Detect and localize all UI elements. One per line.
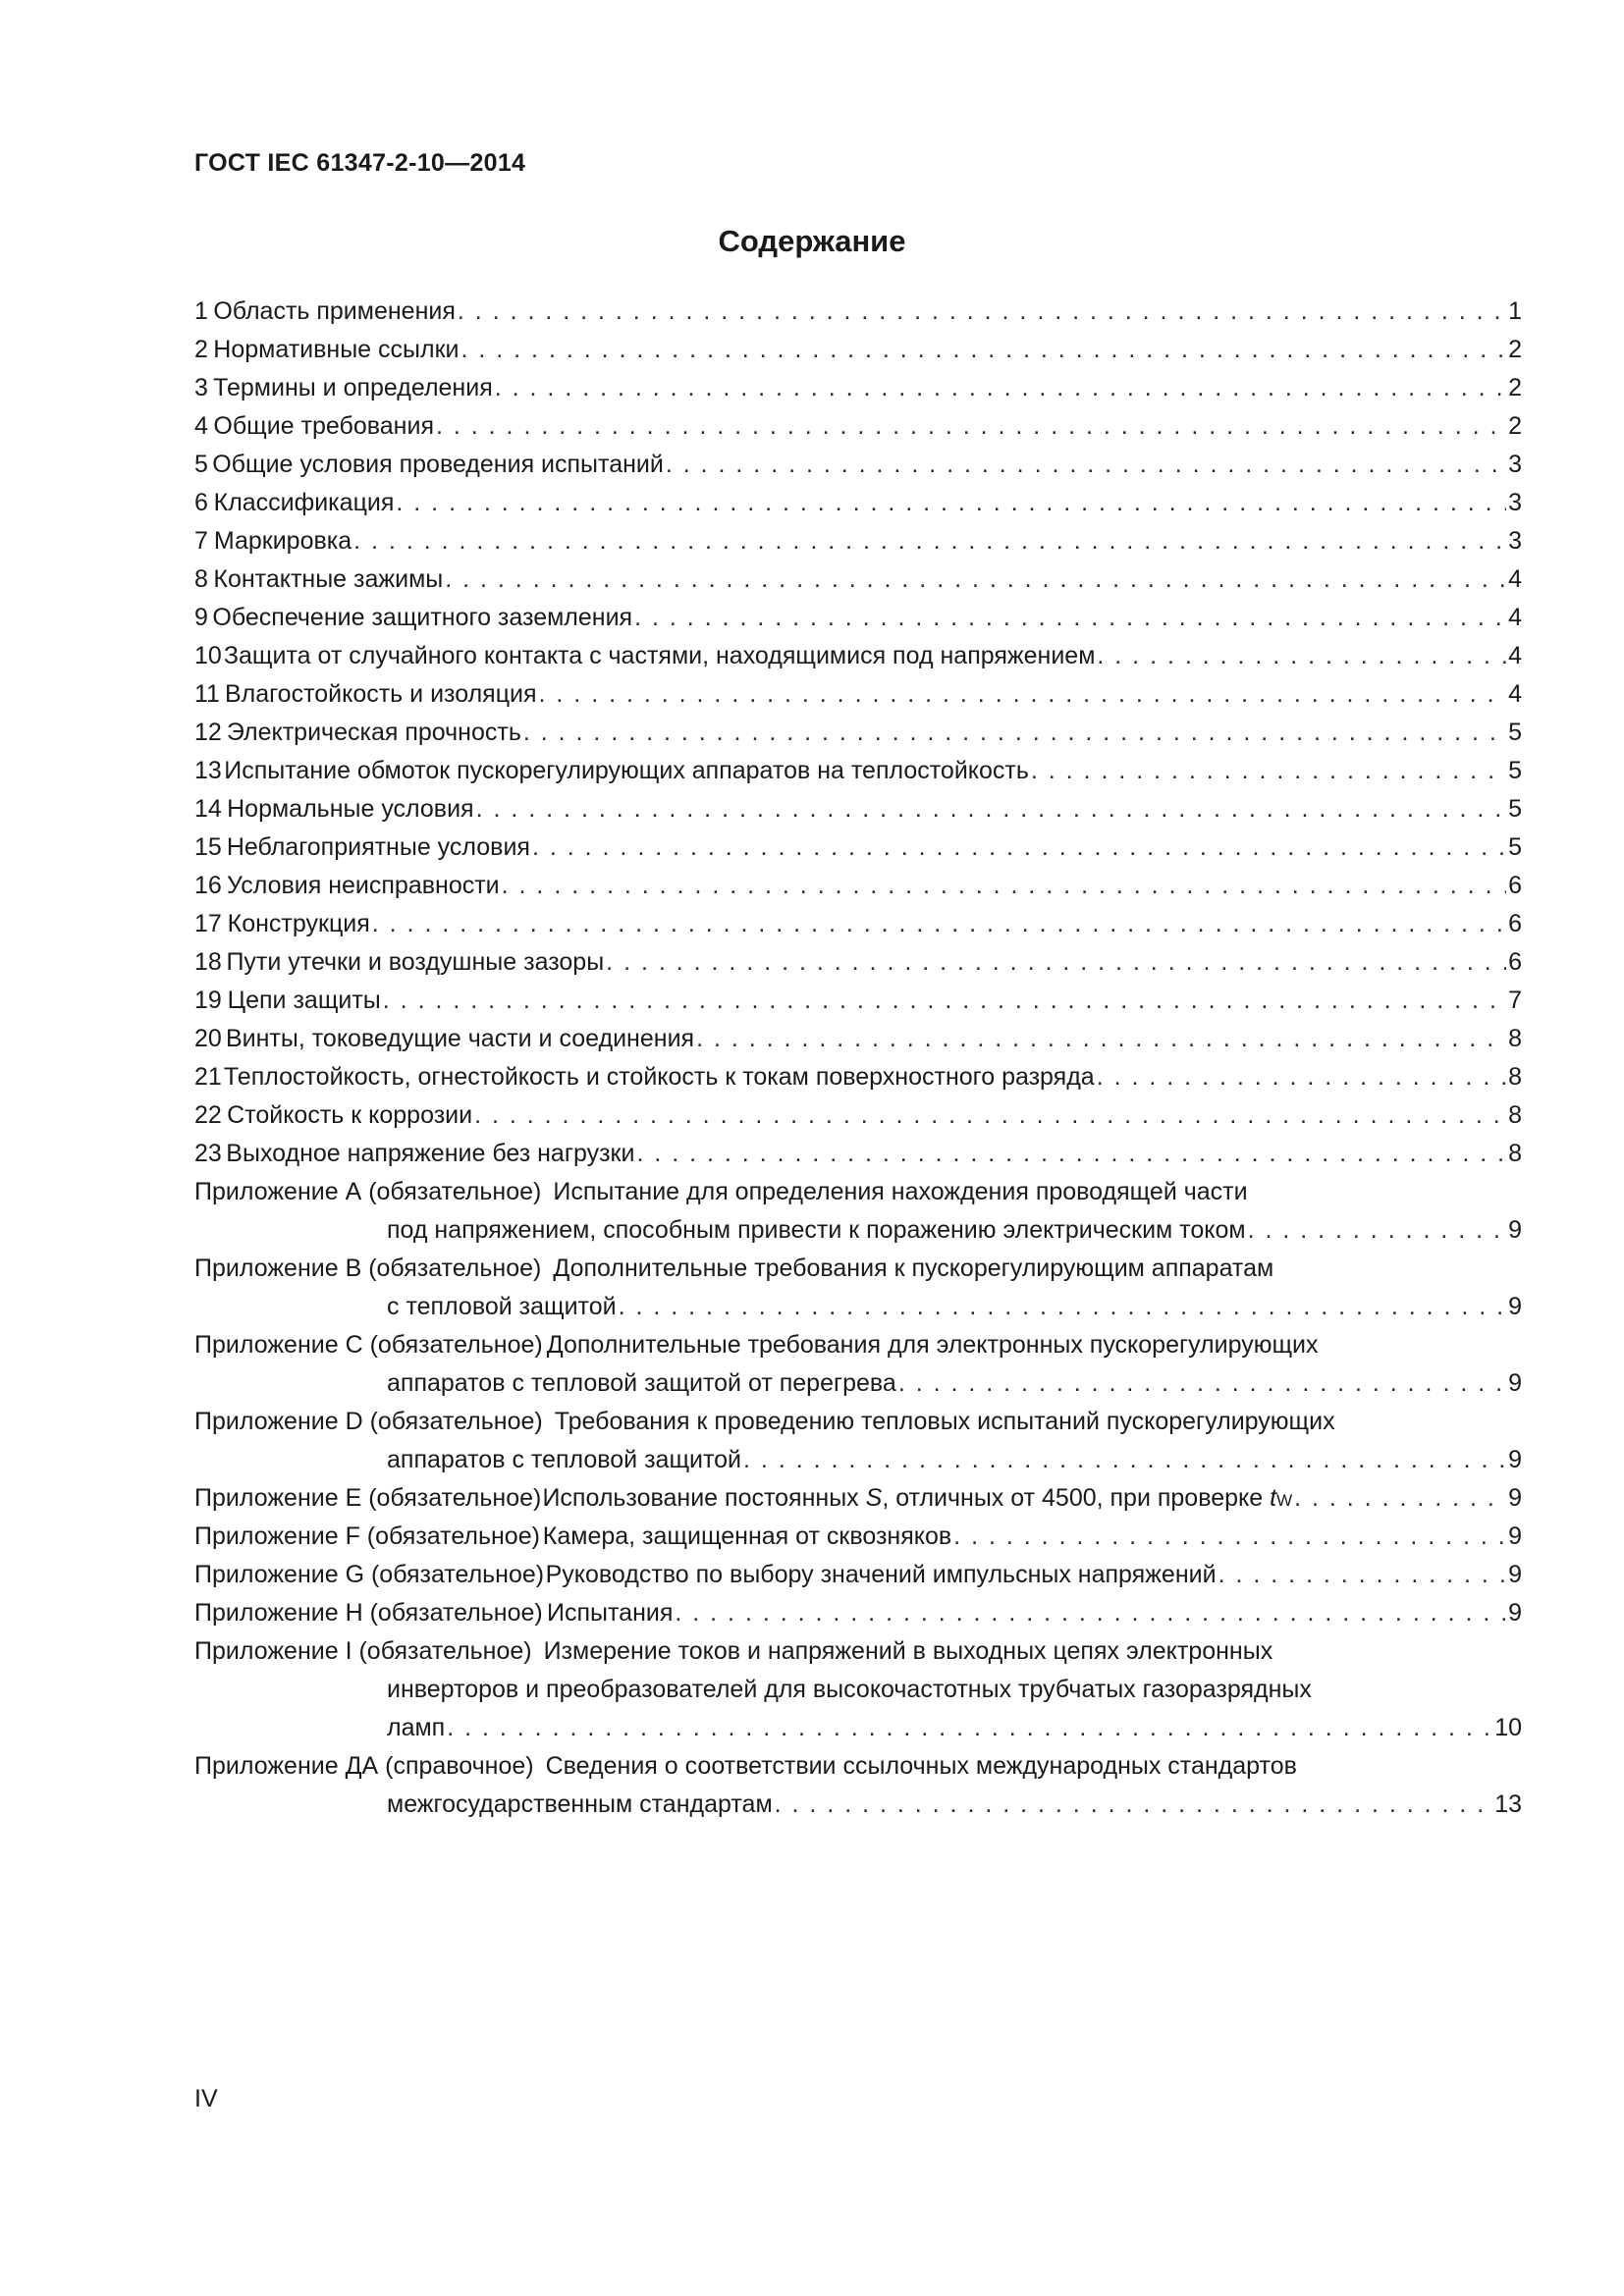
- toc-entry-number: 16: [194, 872, 222, 899]
- toc-entry-title: Стойкость к коррозии: [227, 1101, 473, 1129]
- toc-leader-dots: [474, 1096, 1506, 1135]
- toc-entry-title: Обеспечение защитного заземления: [212, 604, 633, 631]
- toc-entry[interactable]: [194, 1096, 1522, 1135]
- toc-leader-dots: [396, 484, 1506, 522]
- toc-annex-a-continuation[interactable]: [194, 1211, 1522, 1250]
- toc-annex-i-continuation[interactable]: [194, 1709, 1522, 1747]
- toc-leader-dots: [634, 599, 1506, 637]
- annex-title: Дополнительные требования для электронных пускорегулирующих: [546, 1331, 1319, 1359]
- toc-leader-dots: [1248, 1211, 1506, 1250]
- toc-entry-page: 8: [1508, 1101, 1522, 1129]
- toc-entry-page: 2: [1508, 336, 1522, 363]
- toc-entry-page: 8: [1508, 1063, 1522, 1091]
- toc-leader-dots: [953, 1518, 1506, 1556]
- toc-entry-number: 4: [194, 412, 208, 440]
- toc-entry-page: 9: [1508, 1369, 1522, 1397]
- page-number: IV: [194, 2085, 218, 2112]
- toc-annex-d-continuation[interactable]: [194, 1441, 1522, 1479]
- annex-title-continuation: межгосударственным стандартам: [387, 1790, 773, 1818]
- toc-entry-title: Контактные зажимы: [213, 565, 444, 593]
- toc-entry-title: Конструкция: [227, 910, 370, 937]
- toc-entry[interactable]: [194, 407, 1522, 446]
- toc-entry[interactable]: [194, 446, 1522, 484]
- toc-entry-page: 6: [1508, 910, 1522, 937]
- toc-entry-number: 6: [194, 489, 208, 516]
- toc-entry-page: 2: [1508, 412, 1522, 440]
- toc-entry[interactable]: [194, 369, 1522, 407]
- toc-annex-g[interactable]: [194, 1556, 1522, 1594]
- annex-title: Испытания: [547, 1599, 674, 1627]
- toc-leader-dots: [495, 369, 1506, 407]
- annex-title: Испытание для определения нахождения проводящей части: [553, 1178, 1248, 1205]
- toc-leader-dots: [1097, 637, 1506, 675]
- toc-entry[interactable]: [194, 675, 1522, 714]
- annex-label: Приложение G (обязательное): [194, 1561, 545, 1588]
- toc-entry[interactable]: [194, 1058, 1522, 1096]
- toc-entry-number: 2: [194, 336, 208, 363]
- toc-entry-page: 9: [1508, 1446, 1522, 1473]
- annex-symbol-subscript: W: [1276, 1491, 1293, 1510]
- toc-entry-page: 5: [1508, 795, 1522, 823]
- annex-title-continuation: аппаратов с тепловой защитой: [387, 1446, 742, 1473]
- toc-entry-number: 18: [194, 948, 222, 976]
- toc-annex-b[interactable]: [194, 1250, 1522, 1288]
- toc-entry-title: Выходное напряжение без нагрузки: [226, 1140, 635, 1167]
- annex-symbol-s: S: [865, 1484, 883, 1512]
- toc-annex-e[interactable]: [194, 1479, 1522, 1518]
- toc-title: Содержание: [718, 224, 906, 258]
- toc-entry-page: 4: [1508, 604, 1522, 631]
- annex-title-continuation: под напряжением, способным привести к поражению электрическим током: [387, 1216, 1246, 1244]
- table-of-contents: [194, 293, 1522, 1824]
- toc-leader-dots: [1031, 752, 1506, 790]
- toc-entry-title: Область применения: [213, 297, 456, 325]
- toc-leader-dots: [523, 714, 1506, 752]
- annex-title: Требования к проведению тепловых испытаний пускорегулирующих: [554, 1408, 1335, 1435]
- toc-leader-dots: [636, 1135, 1506, 1173]
- toc-leader-dots: [445, 561, 1506, 599]
- toc-entry-number: 22: [194, 1101, 222, 1129]
- toc-annex-c-continuation[interactable]: [194, 1364, 1522, 1403]
- toc-leader-dots: [476, 790, 1506, 828]
- toc-annex-h[interactable]: [194, 1594, 1522, 1632]
- toc-leader-dots: [372, 905, 1506, 943]
- toc-annex-i[interactable]: [194, 1632, 1522, 1671]
- toc-annex-da[interactable]: [194, 1747, 1522, 1786]
- toc-entry-number: 17: [194, 910, 222, 937]
- annex-symbol-t: t: [1270, 1484, 1277, 1512]
- toc-entry[interactable]: [194, 905, 1522, 943]
- annex-label: Приложение F (обязательное): [194, 1522, 540, 1550]
- toc-leader-dots: [1294, 1479, 1506, 1518]
- toc-entry-page: 3: [1508, 527, 1522, 555]
- toc-annex-b-continuation[interactable]: [194, 1288, 1522, 1326]
- annex-label: Приложение I (обязательное): [194, 1637, 532, 1665]
- toc-entry[interactable]: [194, 752, 1522, 790]
- toc-entry-page: 2: [1508, 374, 1522, 401]
- annex-title: Измерение токов и напряжений в выходных цепях электронных: [543, 1637, 1273, 1665]
- toc-entry-page: 9: [1508, 1522, 1522, 1550]
- toc-entry-title: Нормальные условия: [227, 795, 474, 823]
- toc-leader-dots: [460, 331, 1506, 369]
- toc-entry-title: Пути утечки и воздушные зазоры: [226, 948, 605, 976]
- annex-title-continuation: инверторов и преобразователей для высокочастотных трубчатых газоразрядных: [387, 1676, 1312, 1703]
- document-number: ГОСТ IEC 61347-2-10—2014: [194, 149, 526, 177]
- toc-entry[interactable]: [194, 714, 1522, 752]
- annex-label: Приложение В (обязательное): [194, 1255, 542, 1282]
- annex-label: Приложение С (обязательное): [194, 1331, 543, 1359]
- toc-entry-page: 8: [1508, 1140, 1522, 1167]
- toc-entry-title: Влагостойкость и изоляция: [224, 680, 537, 708]
- toc-entry-number: 10: [194, 642, 222, 669]
- toc-leader-dots: [666, 446, 1506, 484]
- annex-title: Сведения о соответствии ссылочных международных стандартов: [545, 1752, 1297, 1780]
- toc-entry-page: 6: [1508, 948, 1522, 976]
- toc-entry-title: Защита от случайного контакта с частями, находящимися под напряжением: [223, 642, 1096, 669]
- toc-entry[interactable]: [194, 484, 1522, 522]
- toc-entry-number: 3: [194, 374, 208, 401]
- toc-entry-page: 6: [1508, 872, 1522, 899]
- toc-entry-title: Общие требования: [213, 412, 434, 440]
- toc-entry-number: 11: [194, 680, 220, 708]
- toc-entry-number: 1: [194, 297, 208, 325]
- toc-entry-title: Винты, токоведущие части и соединения: [225, 1025, 695, 1052]
- annex-title: Дополнительные требования к пускорегулирующим аппаратам: [553, 1255, 1274, 1282]
- annex-label: Приложение D (обязательное): [194, 1408, 543, 1435]
- toc-leader-dots: [675, 1594, 1506, 1632]
- toc-annex-d[interactable]: [194, 1403, 1522, 1441]
- toc-entry-page: 9: [1508, 1599, 1522, 1627]
- toc-entry-title: Классификация: [213, 489, 395, 516]
- toc-entry-page: 10: [1494, 1714, 1522, 1741]
- annex-label: Приложение А (обязательное): [194, 1178, 542, 1205]
- toc-entry-title: Неблагоприятные условия: [226, 833, 530, 861]
- toc-entry-number: 15: [194, 833, 222, 861]
- annex-title-continuation: ламп: [387, 1714, 446, 1741]
- toc-entry-page: 3: [1508, 489, 1522, 516]
- toc-entry-page: 8: [1508, 1025, 1522, 1052]
- toc-leader-dots: [1218, 1556, 1506, 1594]
- annex-label: Приложение H (обязательное): [194, 1599, 543, 1627]
- toc-entry-title: Общие условия проведения испытаний: [212, 451, 664, 478]
- toc-entry[interactable]: [194, 1135, 1522, 1173]
- toc-entry-page: 5: [1508, 719, 1522, 746]
- toc-annex-c[interactable]: [194, 1326, 1522, 1364]
- toc-entry-page: 9: [1508, 1293, 1522, 1320]
- toc-entry-page: 9: [1508, 1216, 1522, 1244]
- toc-entry-number: 13: [194, 757, 222, 784]
- annex-title-part: Использование постоянных: [542, 1484, 859, 1512]
- toc-entry-page: 4: [1508, 642, 1522, 669]
- toc-leader-dots: [743, 1441, 1506, 1479]
- toc-entry-number: 8: [194, 565, 208, 593]
- toc-entry[interactable]: [194, 943, 1522, 982]
- toc-entry-page: 9: [1508, 1561, 1522, 1588]
- toc-entry[interactable]: [194, 982, 1522, 1020]
- toc-entry-page: 5: [1508, 833, 1522, 861]
- toc-leader-dots: [353, 522, 1506, 561]
- toc-annex-f[interactable]: [194, 1518, 1522, 1556]
- toc-entry[interactable]: [194, 561, 1522, 599]
- toc-entry-number: 19: [194, 987, 222, 1014]
- toc-leader-dots: [619, 1288, 1506, 1326]
- toc-entry[interactable]: [194, 293, 1522, 331]
- toc-leader-dots: [606, 943, 1506, 982]
- annex-title: Руководство по выбору значений импульсных напряжений: [545, 1561, 1217, 1588]
- toc-leader-dots: [458, 293, 1506, 331]
- toc-entry-number: 7: [194, 527, 208, 555]
- toc-entry-title: Условия неисправности: [227, 872, 500, 899]
- toc-entry[interactable]: [194, 790, 1522, 828]
- toc-annex-i-continuation: [194, 1671, 1522, 1709]
- toc-leader-dots: [447, 1709, 1492, 1747]
- toc-entry-page: 7: [1508, 987, 1522, 1014]
- toc-entry-page: 9: [1508, 1484, 1522, 1512]
- toc-entry[interactable]: [194, 867, 1522, 905]
- toc-entry-number: 12: [194, 719, 222, 746]
- toc-entry-title: Испытание обмоток пускорегулирующих аппаратов на теплостойкость: [224, 757, 1029, 784]
- toc-leader-dots: [775, 1786, 1493, 1824]
- toc-entry-page: 5: [1508, 757, 1522, 784]
- toc-entry-title: Нормативные ссылки: [213, 336, 460, 363]
- toc-entry[interactable]: [194, 522, 1522, 561]
- toc-entry-title: Термины и определения: [213, 374, 493, 401]
- toc-entry[interactable]: [194, 828, 1522, 867]
- toc-entry-number: 5: [194, 451, 208, 478]
- toc-leader-dots: [898, 1364, 1506, 1403]
- toc-leader-dots: [1097, 1058, 1506, 1096]
- toc-entry[interactable]: [194, 331, 1522, 369]
- toc-leader-dots: [696, 1020, 1506, 1058]
- toc-entry-number: 21: [194, 1063, 222, 1091]
- toc-entry-title: Теплостойкость, огнестойкость и стойкость к токам поверхностного разряда: [223, 1063, 1095, 1091]
- toc-leader-dots: [539, 675, 1506, 714]
- annex-title: Камера, защищенная от сквозняков: [542, 1522, 952, 1550]
- annex-title-continuation: аппаратов с тепловой защитой от перегрева: [387, 1369, 896, 1397]
- toc-entry-title: Маркировка: [213, 527, 352, 555]
- toc-entry-number: 23: [194, 1140, 222, 1167]
- toc-entry-number: 9: [194, 604, 208, 631]
- toc-leader-dots: [532, 828, 1506, 867]
- toc-leader-dots: [502, 867, 1506, 905]
- annex-label: Приложение E (обязательное): [194, 1484, 542, 1512]
- toc-entry[interactable]: [194, 637, 1522, 675]
- annex-label: Приложение ДА (справочное): [194, 1752, 534, 1780]
- toc-annex-da-continuation[interactable]: [194, 1786, 1522, 1824]
- toc-entry-page: 3: [1508, 451, 1522, 478]
- toc-entry-number: 14: [194, 795, 222, 823]
- annex-title-continuation: с тепловой защитой: [387, 1293, 617, 1320]
- toc-entry-title: Цепи защиты: [227, 987, 381, 1014]
- toc-entry[interactable]: [194, 1020, 1522, 1058]
- toc-entry-title: Электрическая прочность: [226, 719, 521, 746]
- toc-entry-page: 4: [1508, 680, 1522, 708]
- annex-title-part: , отличных от 4500, при проверке: [882, 1484, 1264, 1512]
- toc-entry-page: 13: [1494, 1790, 1522, 1818]
- toc-entry-page: 4: [1508, 565, 1522, 593]
- toc-leader-dots: [383, 982, 1506, 1020]
- toc-leader-dots: [436, 407, 1506, 446]
- toc-entry-number: 20: [194, 1025, 222, 1052]
- toc-entry-page: 1: [1508, 297, 1522, 325]
- toc-annex-a[interactable]: [194, 1173, 1522, 1211]
- toc-entry[interactable]: [194, 599, 1522, 637]
